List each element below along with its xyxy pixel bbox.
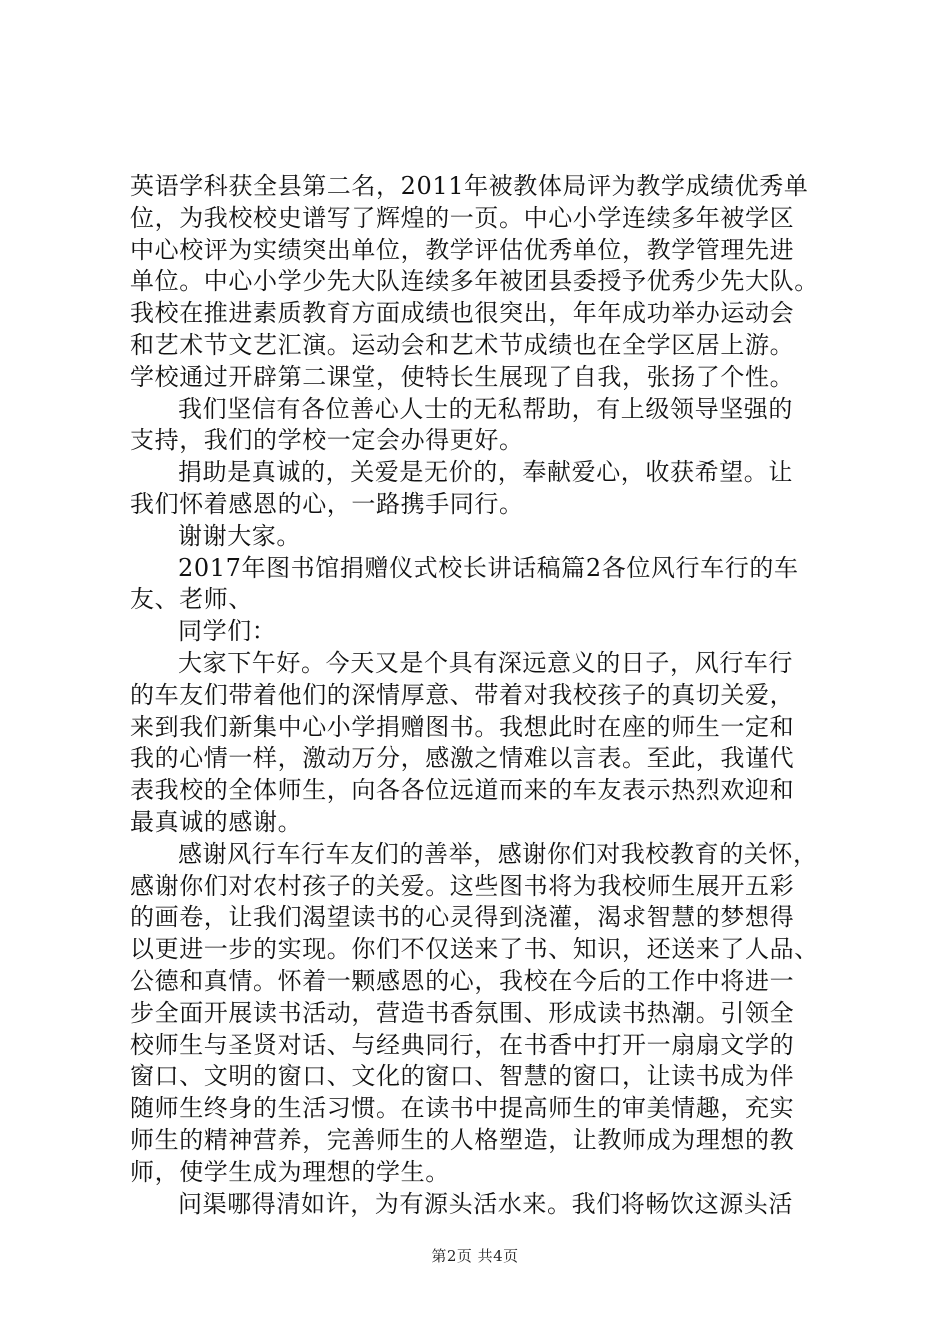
document-body bbox=[130, 171, 845, 1220]
text-line: 中心校评为实绩突出单位，教学评估优秀单位，教学管理先进 bbox=[130, 235, 795, 264]
text-line: 位，为我校校史谱写了辉煌的一页。中心小学连续多年被学区 bbox=[130, 203, 795, 232]
text-line: 单位。中心小学少先大队连续多年被团县委授予优秀少先大队。 bbox=[130, 267, 819, 296]
text-line: 步全面开展读书活动，营造书香氛围、形成读书热潮。引领全 bbox=[130, 998, 795, 1027]
text-line: 大家下午好。今天又是个具有深远意义的日子，风行车行 bbox=[178, 648, 793, 677]
text-line: 同学们： bbox=[178, 617, 277, 646]
text-line: 我校在推进素质教育方面成绩也很突出，年年成功举办运动会 bbox=[130, 299, 795, 328]
text-line: 我们坚信有各位善心人士的无私帮助，有上级领导坚强的 bbox=[178, 394, 793, 423]
page-footer: 第2页 共4页 bbox=[431, 1247, 519, 1265]
text-line: 友、老师、 bbox=[130, 585, 253, 614]
text-line: 支持，我们的学校一定会办得更好。 bbox=[130, 426, 524, 455]
text-line: 最真诚的感谢。 bbox=[130, 807, 303, 836]
text-line: 感谢你们对农村孩子的关爱。这些图书将为我校师生展开五彩 bbox=[130, 871, 795, 900]
text-line: 我的心情一样，激动万分，感激之情难以言表。至此，我谨代 bbox=[130, 744, 795, 773]
text-line: 感谢风行车行车友们的善举，感谢你们对我校教育的关怀， bbox=[178, 839, 818, 868]
text-line: 来到我们新集中心小学捐赠图书。我想此时在座的师生一定和 bbox=[130, 712, 795, 741]
text-line: 随师生终身的生活习惯。在读书中提高师生的审美情趣，充实 bbox=[130, 1094, 795, 1123]
text-line: 问渠哪得清如许，为有源头活水来。我们将畅饮这源头活 bbox=[178, 1189, 793, 1218]
text-line: 2017年图书馆捐赠仪式校长讲话稿篇2各位风行车行的车 bbox=[178, 553, 799, 582]
text-line: 捐助是真诚的，关爱是无价的，奉献爱心，收获希望。让 bbox=[178, 458, 793, 487]
text-line: 表我校的全体师生，向各各位远道而来的车友表示热烈欢迎和 bbox=[130, 776, 795, 805]
text-line: 师生的精神营养，完善师生的人格塑造，让教师成为理想的教 bbox=[130, 1125, 795, 1154]
text-line: 师，使学生成为理想的学生。 bbox=[130, 1157, 450, 1186]
text-line: 谢谢大家。 bbox=[178, 521, 301, 550]
text-line: 公德和真情。怀着一颗感恩的心，我校在今后的工作中将进一 bbox=[130, 966, 795, 995]
text-line: 学校通过开辟第二课堂，使特长生展现了自我，张扬了个性。 bbox=[130, 362, 795, 391]
text-line: 和艺术节文艺汇演。运动会和艺术节成绩也在全学区居上游。 bbox=[130, 330, 795, 359]
text-line: 窗口、文明的窗口、文化的窗口、智慧的窗口，让读书成为伴 bbox=[130, 1062, 795, 1091]
text-line: 我们怀着感恩的心，一路携手同行。 bbox=[130, 489, 524, 518]
text-line: 英语学科获全县第二名，2011年被教体局评为教学成绩优秀单 bbox=[130, 172, 809, 200]
text-line: 校师生与圣贤对话、与经典同行，在书香中打开一扇扇文学的 bbox=[130, 1030, 795, 1059]
text-line: 以更进一步的实现。你们不仅送来了书、知识，还送来了人品、 bbox=[130, 935, 819, 964]
text-line: 的车友们带着他们的深情厚意、带着对我校孩子的真切关爱， bbox=[130, 680, 795, 709]
text-line: 的画卷，让我们渴望读书的心灵得到浇灌，渴求智慧的梦想得 bbox=[130, 903, 795, 932]
